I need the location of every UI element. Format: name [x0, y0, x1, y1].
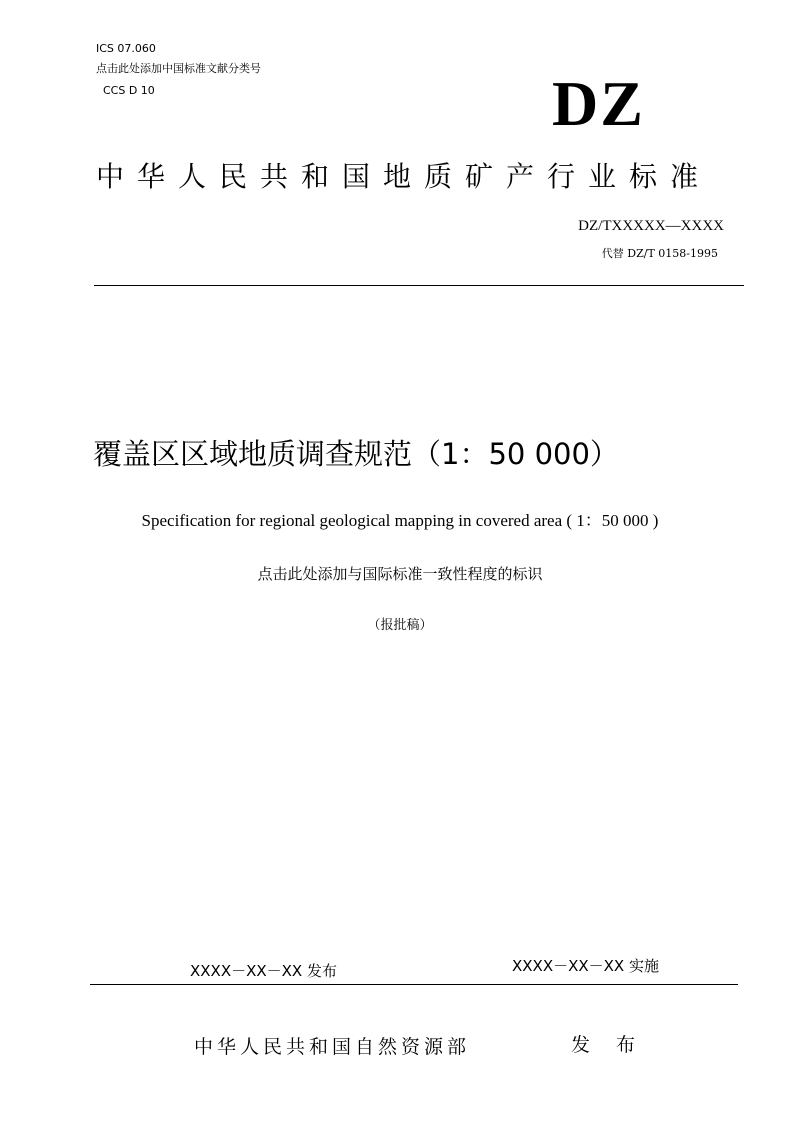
standard-number: DZ/TXXXXX—XXXX — [578, 218, 724, 234]
issue-label: 发 布 — [571, 1034, 646, 1056]
issue-date: XXXX－XX－XX 发布 — [190, 962, 337, 980]
ics-code: ICS 07.060 — [96, 42, 156, 55]
replaces-standard: 代替 DZ/T 0158-1995 — [601, 247, 718, 260]
main-title-zh: 覆盖区区域地质调查规范（1：50 000） — [93, 437, 619, 471]
issuing-authority: 中华人民共和国自然资源部 — [194, 1036, 471, 1058]
implement-date: XXXX－XX－XX 实施 — [512, 957, 659, 975]
clc-placeholder[interactable]: 点击此处添加中国标准文献分类号 — [96, 62, 261, 75]
ccs-code: CCS D 10 — [103, 84, 155, 97]
standard-category: 中华人民共和国地质矿产行业标准 — [96, 160, 712, 193]
main-title-en: Specification for regional geological mapping in covered area ( 1：50 000 ) — [141, 511, 659, 530]
header-rule — [94, 285, 744, 286]
footer-rule — [90, 984, 738, 985]
conformity-placeholder[interactable]: 点击此处添加与国际标准一致性程度的标识 — [257, 565, 543, 583]
dz-logo: DZ — [552, 68, 645, 139]
draft-status: （报批稿） — [367, 618, 433, 633]
